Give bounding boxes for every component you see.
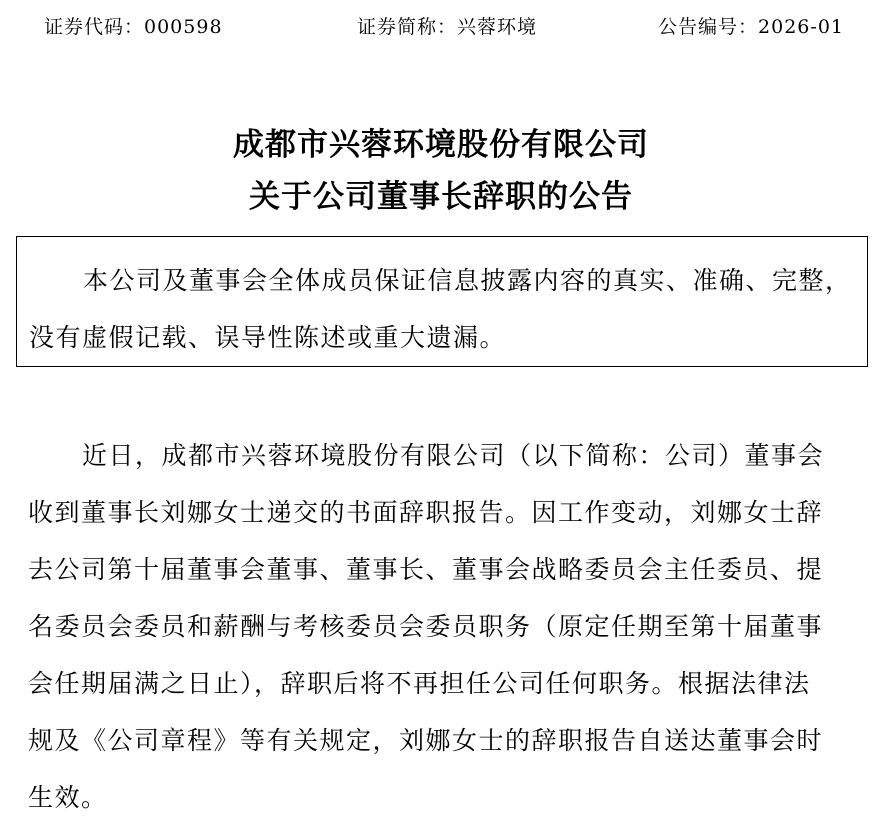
body-line: 规及《公司章程》等有关规定，刘娜女士的辞职报告自送达董事会时 xyxy=(28,726,824,755)
stock-name: 证券简称：兴蓉环境 xyxy=(357,16,538,38)
body-line: 收到董事长刘娜女士递交的书面辞职报告。因工作变动，刘娜女士辞 xyxy=(28,498,824,527)
disclosure-statement-box xyxy=(16,236,868,367)
body-line: 近日，成都市兴蓉环境股份有限公司（以下简称：公司）董事会 xyxy=(82,441,825,470)
announcement-number: 公告编号：2026-01 xyxy=(658,16,844,38)
disclosure-line: 没有虚假记载、误导性陈述或重大遗漏。 xyxy=(29,323,507,352)
body-line: 会任期届满之日止），辞职后将不再担任公司任何职务。根据法律法 xyxy=(28,669,811,698)
document-header xyxy=(0,12,882,42)
body-line: 生效。 xyxy=(28,783,108,812)
title-company: 成都市兴蓉环境股份有限公司 xyxy=(233,127,649,163)
disclosure-line: 本公司及董事会全体成员保证信息披露内容的真实、准确、完整， xyxy=(83,266,852,295)
body-line: 去公司第十届董事会董事、董事长、董事会战略委员会主任委员、提 xyxy=(28,555,824,584)
title-subject: 关于公司董事长辞职的公告 xyxy=(249,179,633,215)
body-line: 名委员会委员和薪酬与考核委员会委员职务（原定任期至第十届董事 xyxy=(28,612,824,641)
stock-code: 证券代码：000598 xyxy=(44,16,223,38)
